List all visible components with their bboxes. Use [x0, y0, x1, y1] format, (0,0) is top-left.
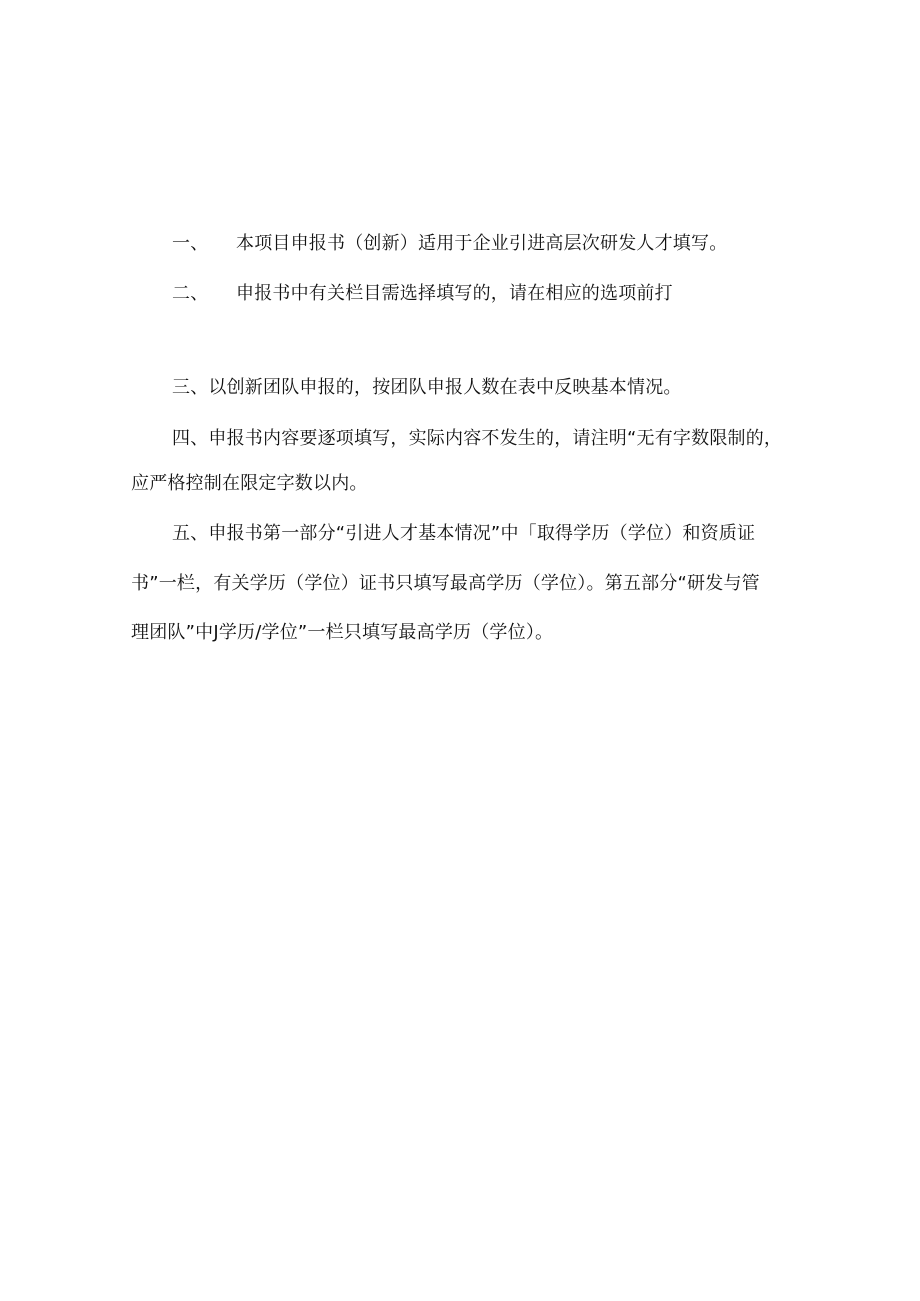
item-5-text-line-3: 理团队”中J学历/学位”一栏只填写最高学历（学位）。: [131, 622, 554, 643]
item-2-text: 申报书中有关栏目需选择填写的，请在相应的选项前打: [236, 283, 673, 304]
item-1-text: 本项目申报书（创新）适用于企业引进高层次研发人才填写。: [236, 233, 728, 254]
instruction-item-3: [172, 376, 682, 400]
instruction-item-4-line-1: [172, 427, 782, 451]
instruction-item-5-line-2: [131, 572, 760, 596]
item-3-text: 三、以创新团队申报的，按团队申报人数在表中反映基本情况。: [172, 377, 682, 398]
item-4-text-line-2: 应严格控制在限定字数以内。: [131, 473, 368, 494]
item-5-text-line-1: 五、申报书第一部分“引进人才基本情况”中「取得学历（学位）和资质证: [172, 523, 756, 544]
instruction-item-2: [172, 282, 673, 306]
item-1-marker: 一、: [172, 233, 209, 254]
instruction-item-5-line-3: [131, 621, 553, 645]
instruction-item-1: [172, 232, 727, 256]
item-2-marker: 二、: [172, 283, 209, 304]
item-4-text-line-1: 四、申报书内容要逐项填写，实际内容不发生的，请注明“无有字数限制的，: [172, 428, 783, 449]
item-5-text-line-2: 书”一栏，有关学历（学位）证书只填写最高学历（学位）。第五部分“研发与管: [131, 573, 760, 594]
instruction-item-5-line-1: [172, 522, 755, 546]
instruction-item-4-line-2: [131, 472, 368, 496]
